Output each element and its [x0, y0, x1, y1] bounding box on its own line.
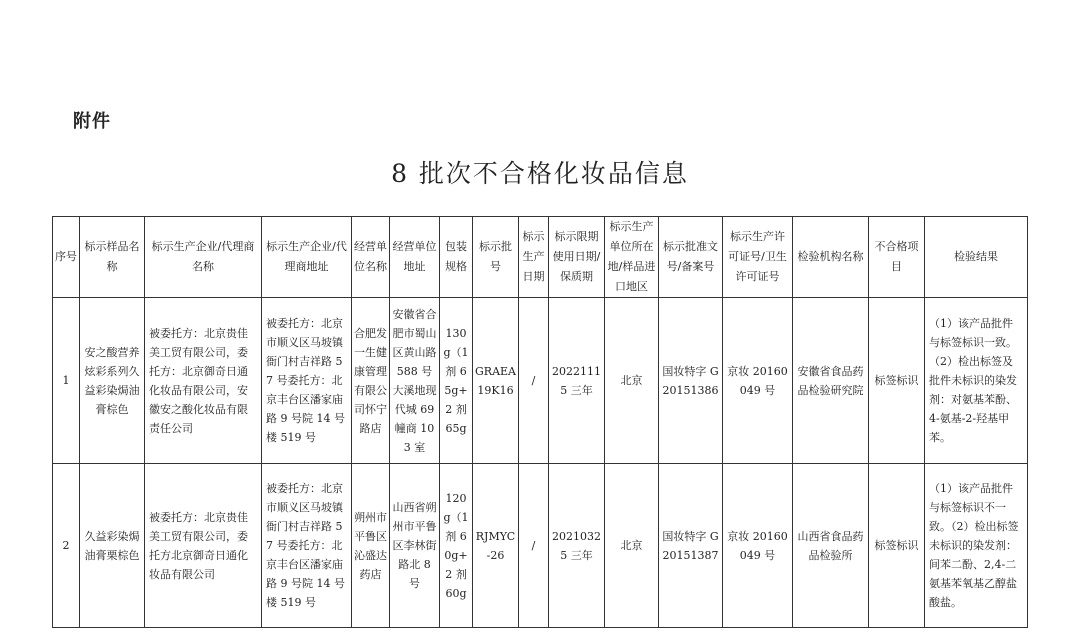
cell-inspection-result: （1）该产品批件与标签标识不一致。（2）检出标签未标识的染发剂：间苯二酚、2,4-二氨基苯氧基乙醇盐酸盐。 [925, 464, 1028, 628]
cell-nonconforming-item: 标签标识 [869, 298, 925, 464]
table-row [53, 298, 1028, 464]
table-header-row [53, 217, 1028, 298]
header-manufacturer-address: 标示生产企业/代理商地址 [262, 217, 352, 298]
cell-license-number: 京妆 20160049 号 [723, 464, 793, 628]
cell-manufacturer-name: 被委托方：北京贵佳美工贸有限公司，委托方：北京御奇日通化妆品有限公司，安徽安之酸化妆品有限责任公司 [145, 298, 262, 464]
cell-package-spec: 120g（1 剂 60g+2 剂 60g [440, 464, 473, 628]
header-inspection-result: 检验结果 [925, 217, 1028, 298]
cell-approval-number: 国妆特字 G20151387 [659, 464, 723, 628]
cell-production-date: / [519, 464, 549, 628]
cell-license-number: 京妆 20160049 号 [723, 298, 793, 464]
cell-inspection-result: （1）该产品批件与标签标识一致。（2）检出标签及批件未标识的染发剂：对氨基苯酚、4-氨基-2-羟基甲苯。 [925, 298, 1028, 464]
header-package-spec: 包装规格 [440, 217, 473, 298]
cell-inspection-agency: 山西省食品药品检验所 [793, 464, 869, 628]
cell-dealer-address: 山西省朔州市平鲁区李林街路北 8 号 [390, 464, 440, 628]
cell-seq: 1 [53, 298, 80, 464]
header-production-date: 标示生产日期 [519, 217, 549, 298]
cell-expiry: 20221115 三年 [549, 298, 605, 464]
nonconforming-cosmetics-table [52, 216, 1028, 628]
header-manufacturer-name: 标示生产企业/代理商名称 [145, 217, 262, 298]
cell-origin: 北京 [605, 298, 659, 464]
cell-manufacturer-address: 被委托方：北京市顺义区马坡镇衙门村吉祥路 57 号委托方：北京丰台区潘家庙路 9 号院 14 号楼 519 号 [262, 298, 352, 464]
cell-sample-name: 久益彩染焗油膏栗棕色 [80, 464, 145, 628]
cell-seq: 2 [53, 464, 80, 628]
cell-inspection-agency: 安徽省食品药品检验研究院 [793, 298, 869, 464]
cell-sample-name: 安之酸营养炫彩系列久益彩染焗油膏棕色 [80, 298, 145, 464]
cell-manufacturer-address: 被委托方：北京市顺义区马坡镇衙门村吉祥路 57 号委托方：北京丰台区潘家庙路 9 号院 14 号楼 519 号 [262, 464, 352, 628]
cell-nonconforming-item: 标签标识 [869, 464, 925, 628]
cell-approval-number: 国妆特字 G20151386 [659, 298, 723, 464]
document-title: 8 批次不合格化妆品信息 [391, 159, 689, 188]
cell-production-date: / [519, 298, 549, 464]
header-approval-number: 标示批准文号/备案号 [659, 217, 723, 298]
header-expiry: 标示限期使用日期/保质期 [549, 217, 605, 298]
cell-batch-number: GRAEA19K16 [473, 298, 519, 464]
cell-dealer-address: 安徽省合肥市蜀山区黄山路 588 号大溪地现代城 69 幢商 103 室 [390, 298, 440, 464]
header-origin: 标示生产单位所在地/样品进口地区 [605, 217, 659, 298]
table-row [53, 464, 1028, 628]
cell-dealer-name: 朔州市平鲁区沁盛达药店 [352, 464, 390, 628]
cell-expiry: 20210325 三年 [549, 464, 605, 628]
header-dealer-name: 经营单位名称 [352, 217, 390, 298]
cell-manufacturer-name: 被委托方：北京贵佳美工贸有限公司，委托方北京御奇日通化妆品有限公司 [145, 464, 262, 628]
cell-origin: 北京 [605, 464, 659, 628]
attachment-label: 附件 [73, 111, 111, 132]
header-sample-name: 标示样品名称 [80, 217, 145, 298]
cell-batch-number: RJMYC-26 [473, 464, 519, 628]
cell-dealer-name: 合肥发一生健康管理有限公司怀宁路店 [352, 298, 390, 464]
header-inspection-agency: 检验机构名称 [793, 217, 869, 298]
header-nonconforming-item: 不合格项目 [869, 217, 925, 298]
header-seq: 序号 [53, 217, 80, 298]
header-dealer-address: 经营单位地址 [390, 217, 440, 298]
header-batch-number: 标示批号 [473, 217, 519, 298]
header-license-number: 标示生产许可证号/卫生许可证号 [723, 217, 793, 298]
cell-package-spec: 130g（1 剂 65g+2 剂 65g [440, 298, 473, 464]
